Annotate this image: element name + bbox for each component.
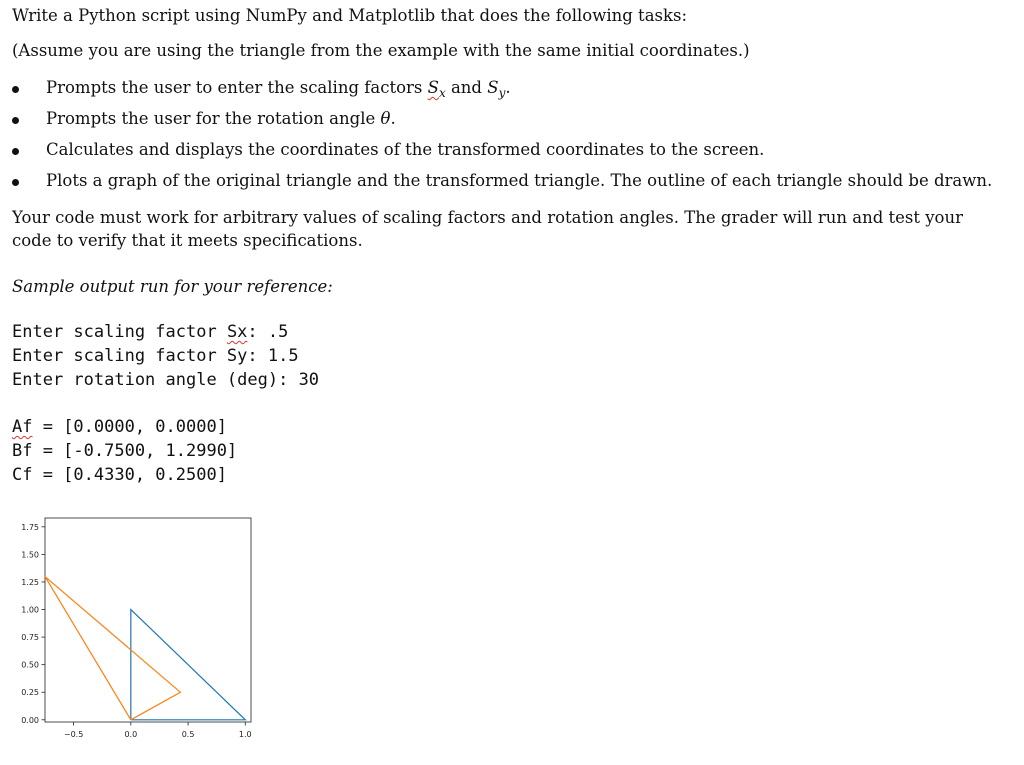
x-tick-label: 0.0 <box>124 730 138 739</box>
plot-area-frame <box>45 518 251 722</box>
task-bullet-2-text: Prompts the user for the rotation angle θ. <box>46 109 396 128</box>
x-tick-label: −0.5 <box>63 730 84 739</box>
requirement-paragraph: Your code must work for arbitrary values of scaling factors and rotation angles. The grader will run and test your code to verify that it meets specifications. <box>12 208 964 250</box>
bullet-dot-icon <box>12 148 19 155</box>
console-bf-line: Bf = [-0.7500, 1.2990] <box>12 441 238 461</box>
y-tick-label: 1.00 <box>21 605 39 615</box>
bullet-dot-icon <box>12 86 19 93</box>
bullet-dot-icon <box>12 179 19 186</box>
y-tick-label: 1.50 <box>21 550 39 560</box>
console-prompt-sx: Enter scaling factor Sx: .5 <box>12 322 289 342</box>
console-af-line: Af = [0.0000, 0.0000] <box>12 417 227 437</box>
x-tick-label: 0.5 <box>181 730 195 739</box>
assignment-title-line: Write a Python script using NumPy and Matplotlib that does the following tasks: <box>12 6 688 25</box>
task-bullet-4-text: Plots a graph of the original triangle and the transformed triangle. The outline of each triangle should be drawn. <box>46 171 993 190</box>
y-tick-label: 0.25 <box>21 688 39 698</box>
task-bullet-3-text: Calculates and displays the coordinates of the transformed coordinates to the screen. <box>46 140 765 159</box>
assumption-line: (Assume you are using the triangle from the example with the same initial coordinates.) <box>12 41 750 60</box>
y-tick-label: 0.50 <box>21 660 39 670</box>
bullet-dot-icon <box>12 117 19 124</box>
task-bullet-1-text: Prompts the user to enter the scaling factors $S_x$ and $S_y$. <box>46 78 511 100</box>
y-tick-label: 0.75 <box>21 633 39 643</box>
y-tick-label: 0.00 <box>21 715 39 725</box>
sample-output-heading: Sample output run for your reference: <box>12 277 333 296</box>
y-tick-label: 1.75 <box>21 522 39 532</box>
console-prompt-angle: Enter rotation angle (deg): 30 <box>12 370 320 390</box>
console-cf-line: Cf = [0.4330, 0.2500] <box>12 465 227 485</box>
triangle-plot <box>10 512 260 744</box>
y-tick-label: 1.25 <box>21 577 39 587</box>
console-prompt-sy: Enter scaling factor Sy: 1.5 <box>12 346 299 366</box>
x-tick-label: 1.0 <box>238 730 252 739</box>
